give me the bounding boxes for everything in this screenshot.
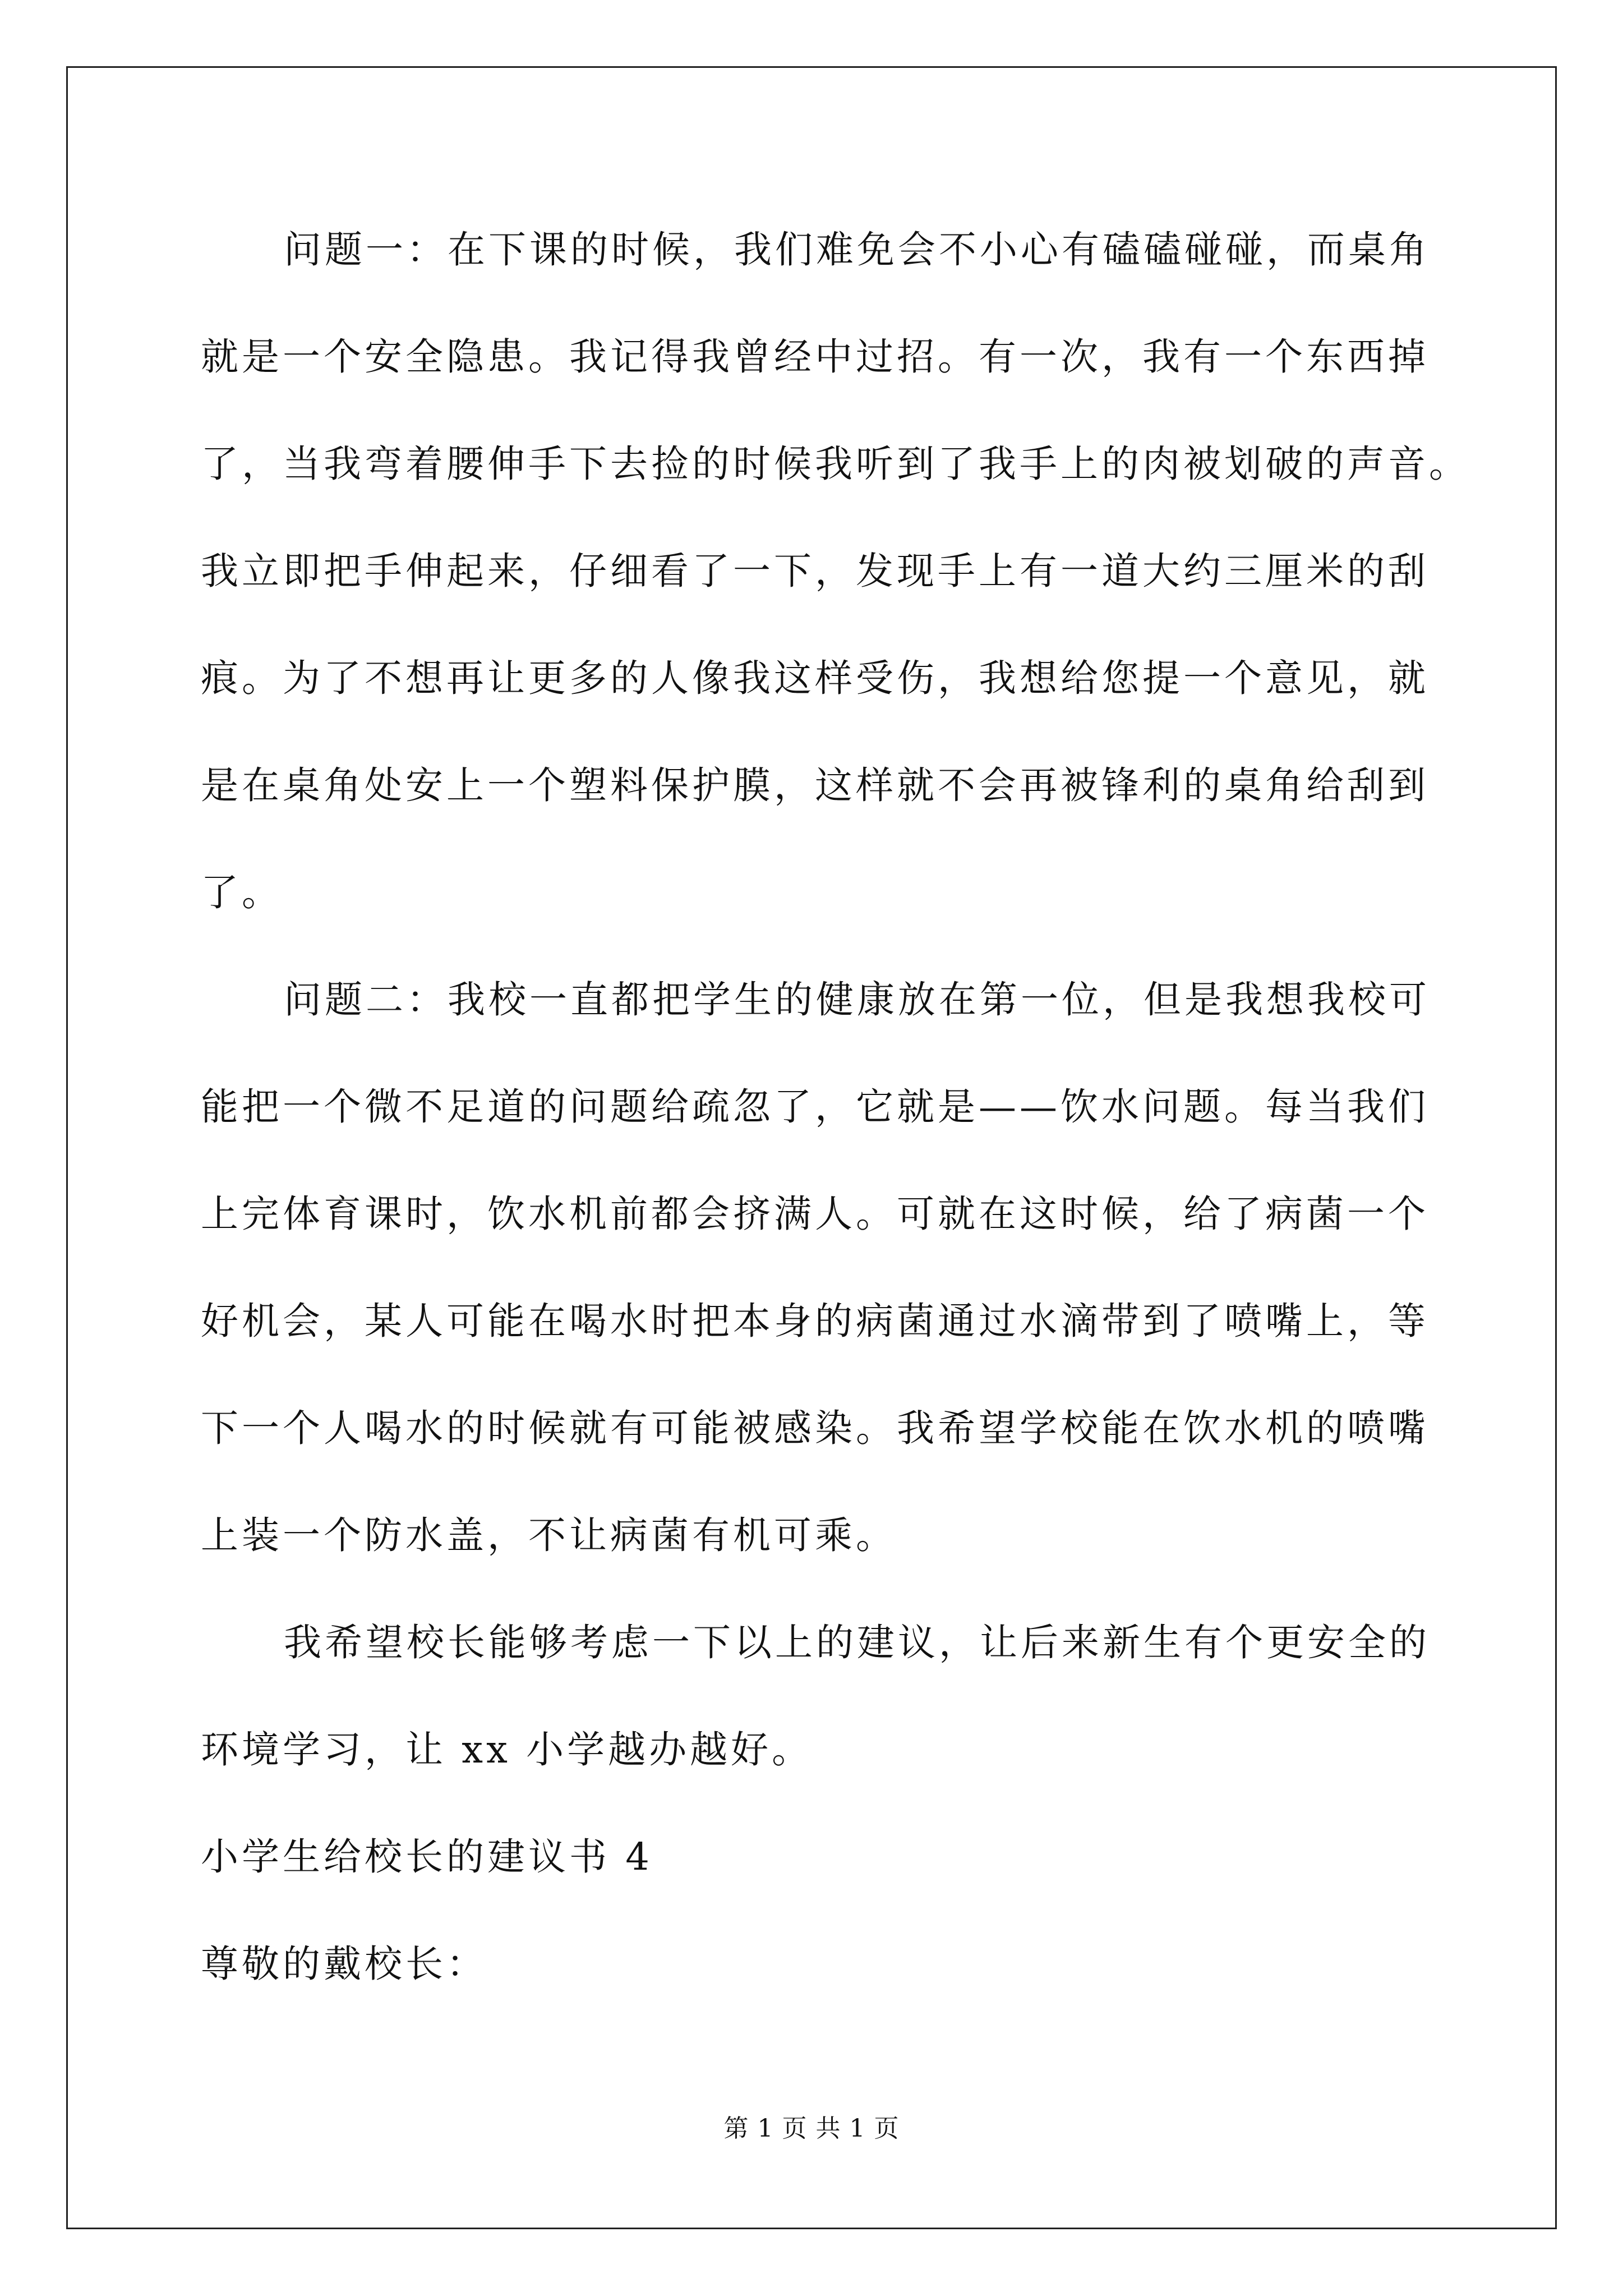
paragraph-line: 能把一个微不足道的问题给疏忽了，它就是——饮水问题。每当我们	[201, 1085, 1429, 1129]
page-number: 第 1 页 共 1 页	[723, 2114, 900, 2143]
paragraph-line: 了，当我弯着腰伸手下去捡的时候我听到了我手上的肉被划破的声音。	[201, 442, 1470, 486]
paragraph-line: 环境学习，让 xx 小学越办越好。	[201, 1728, 813, 1772]
paragraph-line: 下一个人喝水的时候就有可能被感染。我希望学校能在饮水机的喷嘴	[201, 1406, 1429, 1450]
paragraph-line: 我希望校长能够考虑一下以上的建议，让后来新生有个更安全的	[284, 1621, 1430, 1664]
paragraph-line: 了。	[201, 871, 283, 914]
paragraph-line: 好机会，某人可能在喝水时把本身的病菌通过水滴带到了喷嘴上，等	[201, 1299, 1429, 1343]
paragraph-line: 问题一：在下课的时候，我们难免会不小心有磕磕碰碰，而桌角	[284, 228, 1430, 272]
paragraph-line: 就是一个安全隐患。我记得我曾经中过招。有一次，我有一个东西掉	[201, 335, 1429, 379]
paragraph-line: 上完体育课时，饮水机前都会挤满人。可就在这时候，给了病菌一个	[201, 1192, 1429, 1236]
paragraph-line: 上装一个防水盖，不让病菌有机可乘。	[201, 1513, 897, 1557]
salutation: 尊敬的戴校长：	[201, 1942, 487, 1986]
paragraph-line: 我立即把手伸起来，仔细看了一下，发现手上有一道大约三厘米的刮	[201, 549, 1429, 593]
paragraph-line: 是在桌角处安上一个塑料保护膜，这样就不会再被锋利的桌角给刮到	[201, 763, 1429, 807]
paragraph-line: 问题二：我校一直都把学生的健康放在第一位，但是我想我校可	[284, 978, 1430, 1022]
paragraph-line: 痕。为了不想再让更多的人像我这样受伤，我想给您提一个意见，就	[201, 656, 1429, 700]
section-heading: 小学生给校长的建议书 4	[201, 1835, 653, 1879]
page-border	[66, 66, 1557, 2229]
